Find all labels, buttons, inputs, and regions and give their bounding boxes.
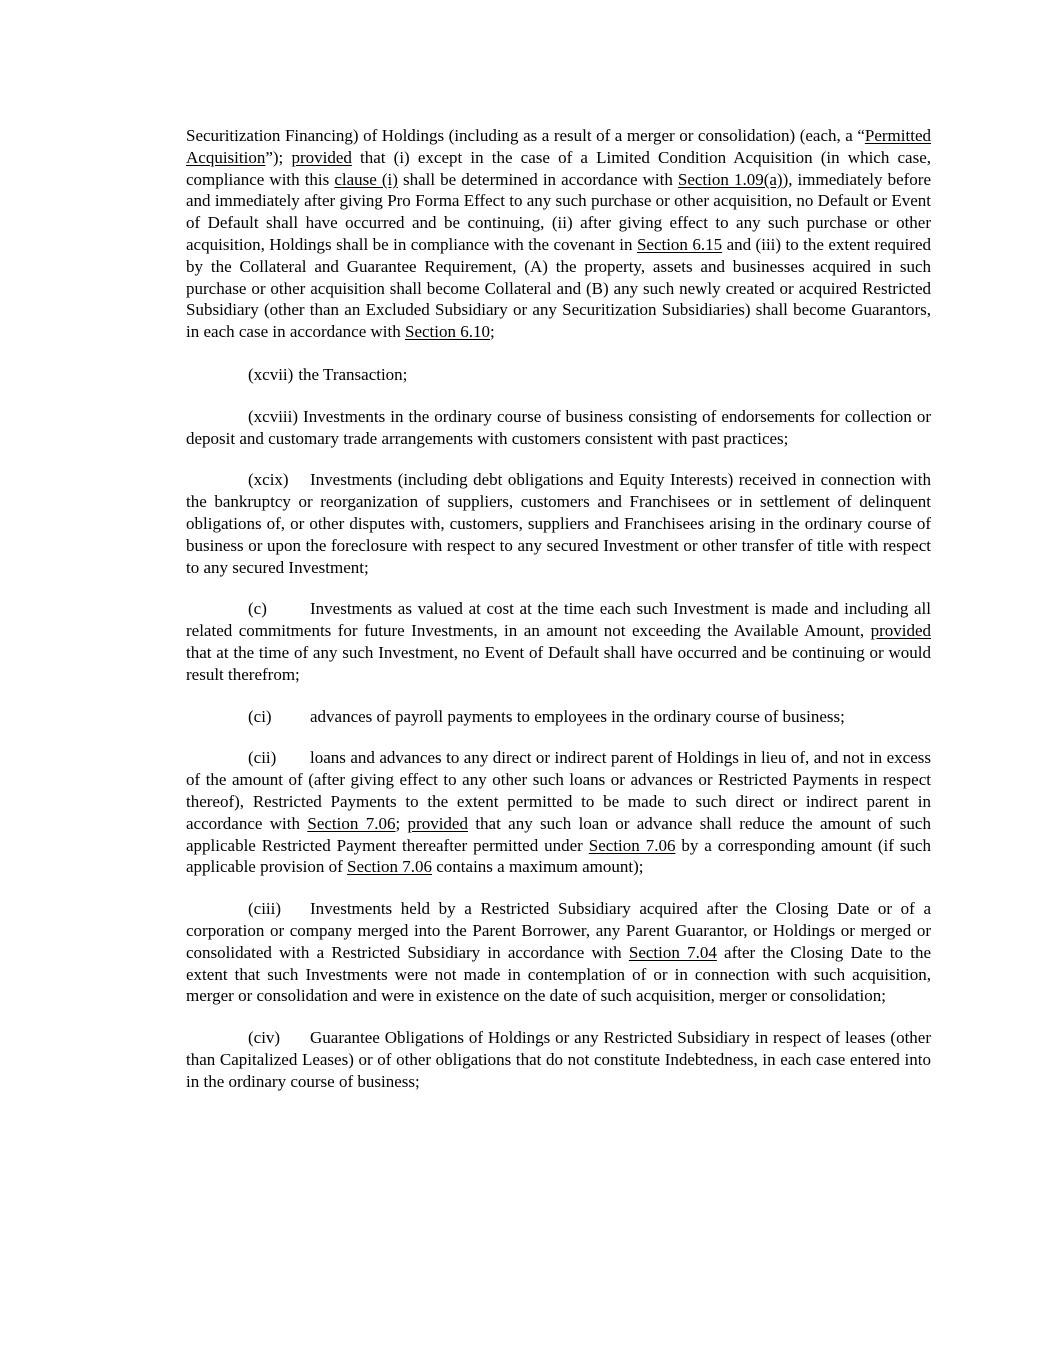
- text-run: the Transaction;: [298, 364, 408, 384]
- text-run: Investments as valued at cost at the time each such Investment is made and including all related commitments for future Investments, in an amount not exceeding the Available Amount,: [186, 599, 931, 641]
- paragraph-xcix: [186, 469, 931, 578]
- paragraph-c: [186, 598, 931, 685]
- text-run: Investments (including debt obligations and Equity Interests) received in connection with the bankruptcy or reorganization of suppliers, customers and Franchisees or in settlement of delinquent obligations of, or other disputes with, customers, suppliers and Franchisees arising in the ordinary course of business or upon the foreclosure with respect to any secured Investment or other transfer of title with respect to any secured Investment;: [186, 470, 931, 577]
- clause-number: (c): [248, 599, 267, 619]
- text-run: ;: [395, 813, 408, 833]
- underlined-reference: Section 1.09(a): [677, 169, 783, 189]
- clause-number: (xcviii): [248, 406, 299, 426]
- underlined-reference: provided: [870, 621, 931, 641]
- text-run: by a corresponding amount (if such applicable provision of: [186, 835, 931, 877]
- text-run: after the Closing Date to the extent that such Investments were not made in contemplation of or in connection with such acquisition, merger or consolidation and were in existence on the date of such acquisition, merger or consolidation;: [186, 942, 931, 1006]
- paragraph-continuation: [186, 125, 931, 343]
- underlined-reference: provided: [407, 813, 468, 833]
- paragraph-xcvii: [186, 364, 931, 386]
- paragraph-ciii: [186, 898, 931, 1007]
- clause-number: (ciii): [248, 899, 282, 919]
- underlined-reference: Permitted Acquisition: [186, 126, 931, 167]
- text-run: ;: [490, 322, 495, 342]
- text-run: Guarantee Obligations of Holdings or any Restricted Subsidiary in respect of leases (other than Capitalized Leases) or of other obligations that do not constitute Indebtedness, in each case entered into in the ordinary course of business;: [186, 1028, 931, 1091]
- underlined-reference: Section 7.06: [588, 835, 676, 855]
- clause-number: (civ): [248, 1028, 281, 1048]
- paragraph-civ: [186, 1027, 931, 1092]
- text-run: advances of payroll payments to employees in the ordinary course of business;: [310, 706, 845, 726]
- clause-number: (cii): [248, 748, 277, 768]
- underlined-reference: provided: [291, 147, 352, 167]
- underlined-reference: Section 7.06: [347, 857, 432, 877]
- text-run: Investments held by a Restricted Subsidiary acquired after the Closing Date or of a corporation or company merged into the Parent Borrower, any Parent Guarantor, or Holdings or merged or consolidated with a Restricted Subsidiary in accordance with: [186, 899, 931, 962]
- text-run: and (iii) to the extent required by the Collateral and Guarantee Requirement, (A) the property, assets and businesses acquired in such purchase or other acquisition shall become Collateral and (B) any such newly created or acquired Restricted Subsidiary (other than an Excluded Subsidiary or any Securitization Subsidiaries) shall become Guarantors, in each case in accordance with: [186, 234, 931, 342]
- underlined-reference: clause (i): [334, 169, 398, 189]
- clause-number: (xcvii): [248, 364, 294, 384]
- underlined-reference: Section 7.04: [628, 942, 717, 962]
- text-run: loans and advances to any direct or indirect parent of Holdings in lieu of, and not in excess of the amount of (after giving effect to any other such loans or advances or Restricted Payments in respect thereof), Restricted Payments to the extent permitted to be made to such direct or indirect parent in accordance with: [186, 748, 931, 833]
- text-run: that any such loan or advance shall reduce the amount of such applicable Restricted Payment thereafter permitted under: [186, 813, 931, 855]
- text-run: that (i) except in the case of a Limited Condition Acquisition (in which case, compliance with this: [186, 147, 931, 189]
- text-run: Investments in the ordinary course of business consisting of endorsements for collection or deposit and customary trade arrangements with customers consistent with past practices;: [186, 406, 931, 448]
- document-body: [186, 125, 931, 1112]
- clause-number: (ci): [248, 706, 272, 726]
- text-run: that at the time of any such Investment, no Event of Default shall have occurred and be continuing or would result therefrom;: [186, 642, 931, 684]
- clause-number: (xcix): [248, 470, 289, 490]
- paragraph-cii: [186, 747, 931, 878]
- text-run: ), immediately before and immediately after giving Pro Forma Effect to any such purchase or other acquisition, no Default or Event of Default shall have occurred and be continuing, (ii) after giving effect to any such purchase or other acquisition, Holdings shall be in compliance with the covenant in: [186, 169, 932, 254]
- paragraph-xcviii: [186, 406, 931, 450]
- text-run: ”);: [265, 147, 292, 167]
- text-run: shall be determined in accordance with: [397, 169, 678, 189]
- text-run: contains a maximum amount);: [432, 857, 644, 877]
- paragraph-ci: [186, 706, 931, 728]
- text-run: Securitization Financing) of Holdings (including as a result of a merger or consolidation) (each, a “: [186, 126, 865, 145]
- underlined-reference: Section 6.10: [405, 322, 490, 342]
- underlined-reference: Section 7.06: [307, 813, 396, 833]
- underlined-reference: Section 6.15: [636, 234, 723, 254]
